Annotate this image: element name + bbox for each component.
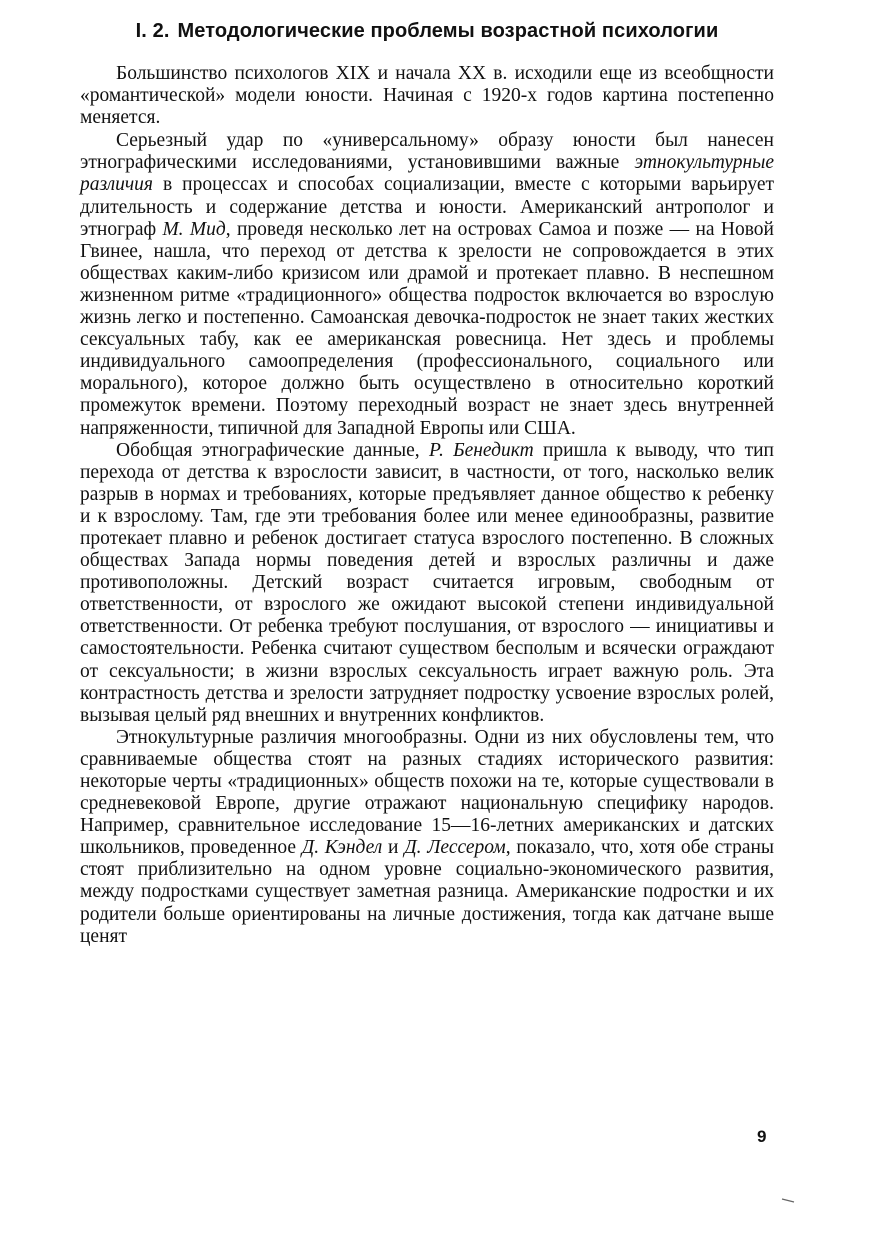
paragraph-2 [80,130,774,439]
paragraph-1 [80,63,774,129]
paragraph-text: пришла к выводу, что тип перехода от детства к взрослости зависит, в частности, от того, насколько велик разрыв в нормах и требованиях, которые предъявляет данное общество к ребенку и к взрослому. Там, где эти требования более или менее единообразны, развитие протекает плавно и ребенок достигает статуса взрослого постепенно. В сложных обществах Запада нормы поведения детей и взрослых различны и даже противоположны. Детский возраст считается игровым, свободным от ответственности, от взрослого же ожидают высокой степени индивидуальной ответственности. От ребенка требуют послушания, от взрослого — инициативы и самостоятельности. Ребенка считают существом бесполым и всячески ограждают от сексуальности; в жизни взрослых сексуальность играет важную роль. Эта контрастность детства и зрелости затрудняет подростку усвоение взрослых ролей, вызывая целый ряд внешних и внутренних конфликтов. [80,439,774,726]
paragraph-3 [80,440,774,727]
paragraph-text: Большинство психологов XIX и начала XX в. исходили еще из всеобщности «романтической» модели юности. Начиная с 1920-х годов картина постепенно меняется. [80,63,774,129]
paragraph-text: в процессах и способах социализации, вместе с которыми варьирует длительность и содержание детства и юности. Американский антрополог и этнограф [80,174,774,240]
page-body [80,20,774,948]
paragraph-text: , проведя несколько лет на островах Самоа и позже — на Новой Гвинее, нашла, что переход от детства к зрелости не сопровождается в этих обществах каким-либо кризисом или драмой и протекает плавно. В неспешном жизненном ритме «традиционного» общества подросток включается во взрослую жизнь легко и постепенно. Самоанская девочка-подросток не знает таких жестких сексуальных табу, как ее американская ровесница. Нет здесь и проблемы индивидуального самоопределения (профессионального, социального или морального), которое должно быть осуществлено в относительно короткий промежуток времени. Поэтому переходный возраст не знает здесь внутренней напряженности, типичной для Западной Европы или США. [80,218,774,439]
section-title: Методологические проблемы возрастной психологии [177,20,719,42]
paragraph-4 [80,727,774,948]
page-number: 9 [757,1127,767,1146]
paragraph-text: Серьезный удар по «универсальному» образу юности был нанесен этнографическими исследованиями, установившими важные [80,130,774,174]
scan-speck [781,1198,795,1203]
author-name: М. Мид [162,218,226,240]
author-name: Р. Бенедикт [428,439,534,461]
author-name: Д. Лессером [404,837,506,859]
paragraph-text: Этнокультурные различия многообразны. Одни из них обусловлены тем, что сравниваемые общества стоят на разных стадиях исторического развития: некоторые черты «традиционных» обществ похожи на те, которые существовали в средневековой Европе, другие отражают национальную специфику народов. Например, сравнительное исследование 15—16-летних американских и датских школьников, проведенное [80,726,774,859]
section-number: I. 2. [135,20,170,42]
author-name: Д. Кэндел [301,837,383,859]
section-heading [80,20,774,43]
paragraph-text: Обобщая этнографические данные, [116,439,429,461]
italic-term: этнокультурные различия [80,152,774,196]
paragraph-text: , показало, что, хотя обе страны стоят приблизительно на одном уровне социально-экономического развития, между подростками существует заметная разница. Американские подростки и их родители больше ориентированы на личные достижения, тогда как датчане выше ценят [80,837,775,947]
paragraph-text: и [382,837,405,859]
